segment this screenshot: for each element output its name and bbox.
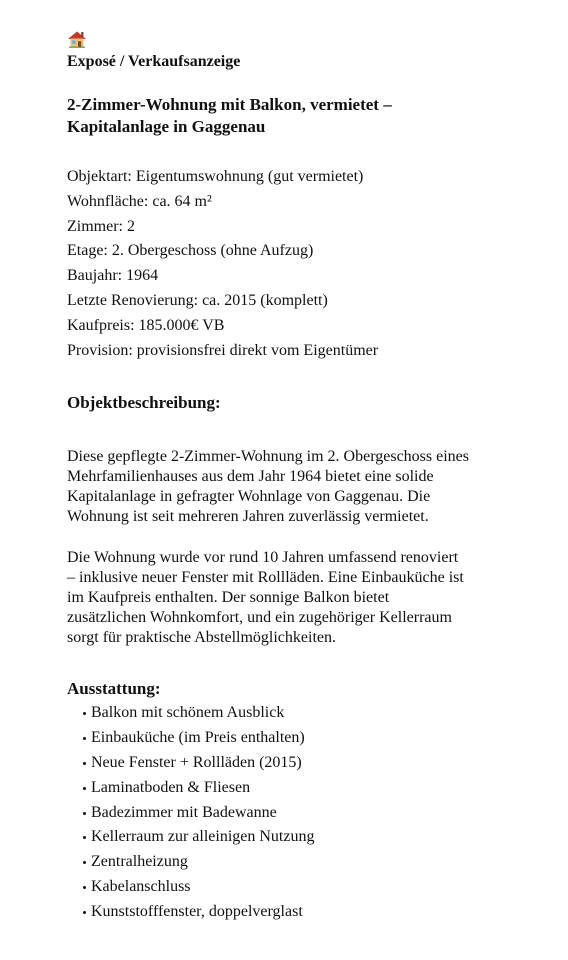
bullet-icon [83,712,86,715]
bullet-icon [83,861,86,864]
equipment-item-label: Einbauküche (im Preis enthalten) [91,729,305,747]
equipment-item-label: Laminatboden & Fliesen [91,778,251,796]
paragraph-line: Diese gepflegte 2-Zimmer-Wohnung im 2. Obergeschoss eines [67,448,469,466]
fact-floor: Etage: 2. Obergeschoss (ohne Aufzug) [67,242,314,260]
paragraph-line: Kapitalanlage in gefragter Wohnlage von Gaggenau. Die [67,488,431,506]
bullet-icon [83,836,86,839]
equipment-item-label: Zentralheizung [91,853,188,871]
expose-document [67,30,507,925]
fact-price: Kaufpreis: 185.000€ VB [67,316,225,334]
bullet-icon [83,762,86,765]
key-facts-list [67,165,507,363]
equipment-item [83,900,507,925]
bullet-icon [83,787,86,790]
equipment-item [83,726,507,751]
description-paragraph [67,548,507,648]
equipment-item-label: Kabelanschluss [91,877,191,895]
bullet-icon [83,911,86,914]
fact-living-area: Wohnfläche: ca. 64 m² [67,192,212,210]
equipment-item-label: Kunststofffenster, doppelverglast [91,902,303,920]
equipment-item [83,875,507,900]
house-icon [67,30,87,48]
paragraph-line: sorgt für praktische Abstellmöglichkeiten. [67,629,336,647]
bullet-icon [83,737,86,740]
paragraph-line: Wohnung ist seit mehreren Jahren zuverlässig vermietet. [67,508,429,526]
equipment-item-label: Kellerraum zur alleinigen Nutzung [91,828,315,846]
equipment-list [67,701,507,924]
paragraph-line: zusätzlichen Wohnkomfort, und ein zugehöriger Kellerraum [67,609,452,627]
description-heading: Objektbeschreibung: [67,393,221,413]
equipment-item-label: Badezimmer mit Badewanne [91,803,277,821]
headline-line: 2-Zimmer-Wohnung mit Balkon, vermietet – [67,95,392,114]
paragraph-line: im Kaufpreis enthalten. Der sonnige Balkon bietet [67,589,390,607]
document-type-label: Exposé / Verkaufsanzeige [67,53,241,70]
equipment-item-label: Balkon mit schönem Ausblick [91,704,285,722]
paragraph-line: Die Wohnung wurde vor rund 10 Jahren umfassend renoviert [67,549,459,567]
fact-property-type: Objektart: Eigentumswohnung (gut vermietet) [67,168,364,185]
equipment-item [83,776,507,801]
fact-last-renovation: Letzte Renovierung: ca. 2015 (komplett) [67,291,328,309]
description-paragraph [67,447,507,527]
equipment-item [83,751,507,776]
fact-year-built: Baujahr: 1964 [67,267,159,285]
equipment-item [83,801,507,826]
equipment-item-label: Neue Fenster + Rollläden (2015) [91,753,302,771]
equipment-item [83,701,507,726]
headline-line: Kapitalanlage in Gaggenau [67,117,266,136]
bullet-icon [83,812,86,815]
fact-commission: Provision: provisionsfrei direkt vom Eigentümer [67,341,379,359]
paragraph-line: Mehrfamilienhauses aus dem Jahr 1964 bietet eine solide [67,468,434,486]
equipment-item [83,825,507,850]
paragraph-line: – inklusive neuer Fenster mit Rollläden. Eine Einbauküche ist [67,569,464,587]
equipment-heading: Ausstattung: [67,679,161,699]
equipment-item [83,850,507,875]
bullet-icon [83,886,86,889]
listing-headline [67,94,507,138]
fact-rooms: Zimmer: 2 [67,217,135,235]
